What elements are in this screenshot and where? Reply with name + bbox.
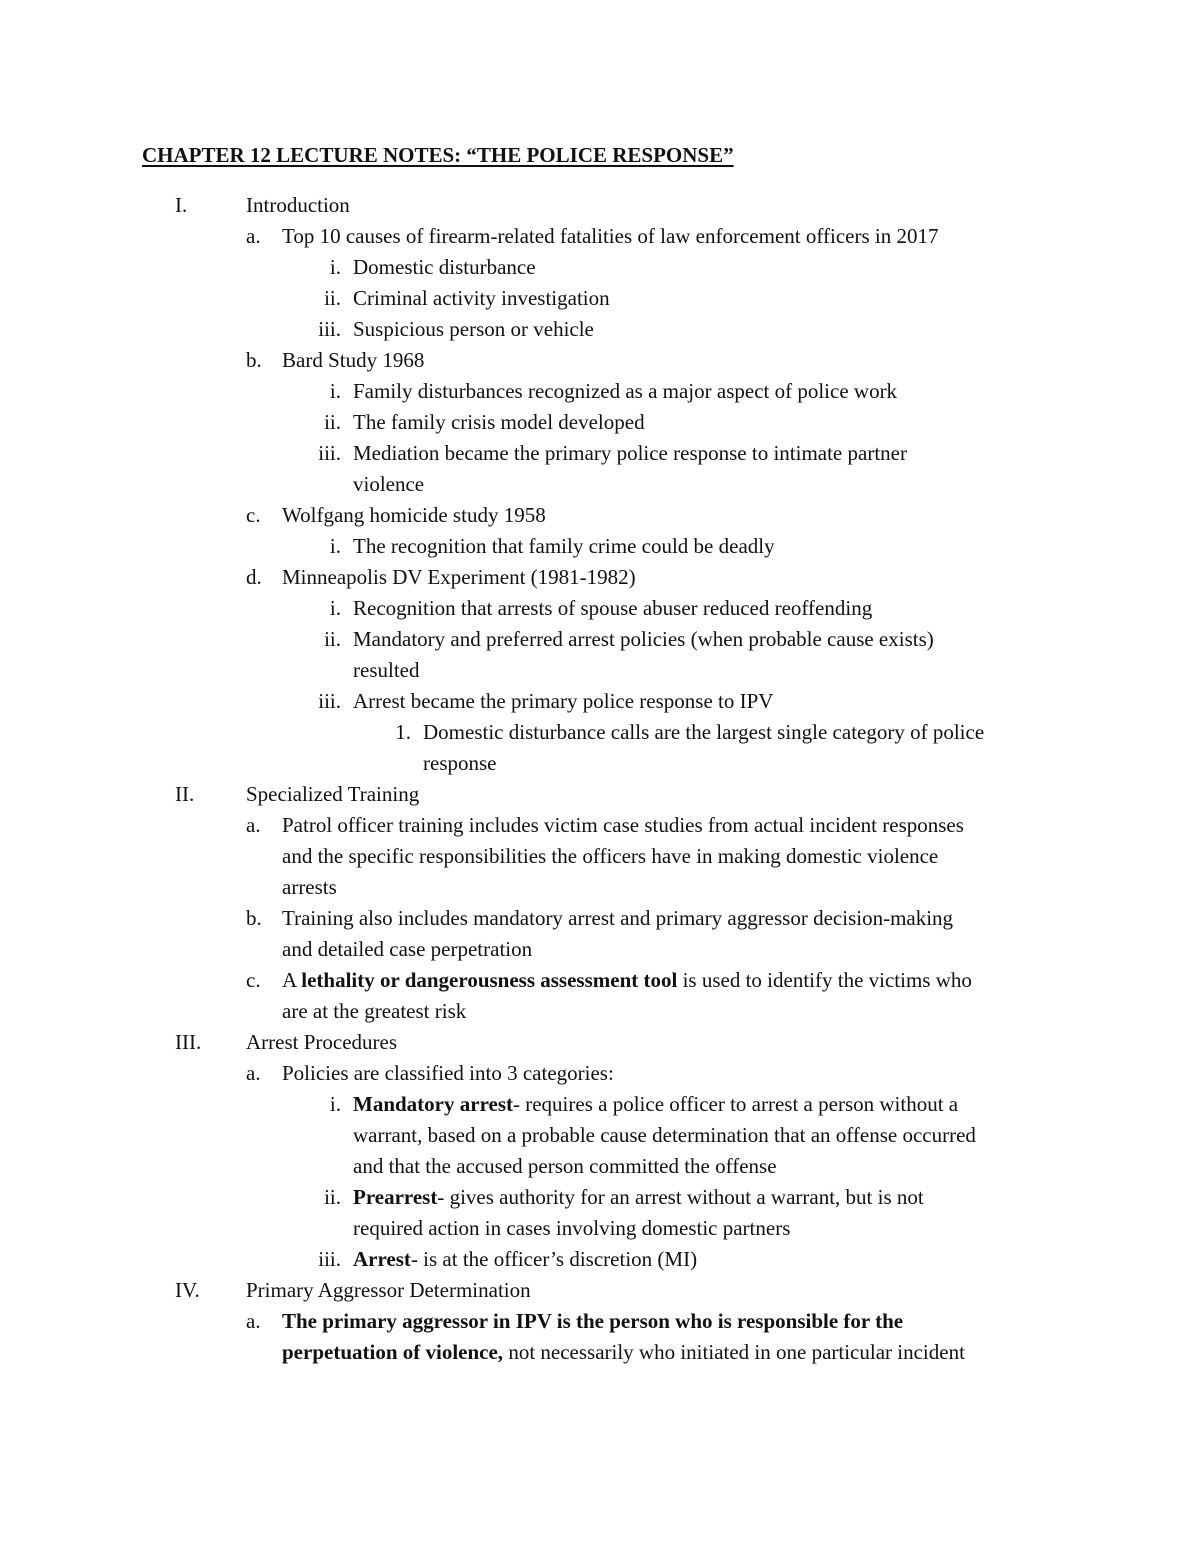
outline-text bbox=[353, 1244, 697, 1275]
outline-line bbox=[0, 314, 1200, 345]
outline-line bbox=[0, 996, 1200, 1027]
outline-text bbox=[282, 500, 546, 531]
outline-marker: c. bbox=[246, 503, 261, 527]
bold-term: Prearrest bbox=[353, 1185, 438, 1209]
outline-marker: a. bbox=[246, 224, 261, 248]
outline-marker: b. bbox=[246, 906, 262, 930]
outline-text bbox=[353, 655, 419, 686]
text-run: - gives authority for an arrest without a warrant, but is not bbox=[437, 1185, 924, 1209]
outline-text bbox=[353, 314, 594, 345]
outline-marker: ii. bbox=[324, 627, 341, 651]
text-run: Domestic disturbance calls are the largest single category of police bbox=[423, 720, 985, 744]
outline-text bbox=[353, 438, 907, 469]
text-run: and the specific responsibilities the officers have in making domestic violence bbox=[282, 844, 939, 868]
text-run: response bbox=[423, 751, 497, 775]
outline-text bbox=[282, 903, 953, 934]
outline-marker: a. bbox=[246, 813, 261, 837]
outline-marker: I. bbox=[175, 193, 188, 217]
text-run: Policies are classified into 3 categories: bbox=[282, 1061, 614, 1085]
outline-text bbox=[353, 531, 775, 562]
text-run: required action in cases involving domestic partners bbox=[353, 1216, 791, 1240]
text-run: A bbox=[282, 968, 302, 992]
text-run: Arrest Procedures bbox=[246, 1030, 398, 1054]
outline-text bbox=[353, 686, 773, 717]
outline-text bbox=[246, 1027, 397, 1058]
outline-text bbox=[353, 252, 536, 283]
text-run: Patrol officer training includes victim case studies from actual incident responses bbox=[282, 813, 964, 837]
outline-line bbox=[0, 810, 1200, 841]
outline-line bbox=[0, 934, 1200, 965]
outline-line bbox=[0, 252, 1200, 283]
outline-text bbox=[353, 469, 424, 500]
outline-line bbox=[0, 841, 1200, 872]
text-run: - requires a police officer to arrest a person without a bbox=[513, 1092, 959, 1116]
outline-text bbox=[353, 376, 897, 407]
bold-term: lethality or dangerousness assessment tool bbox=[301, 968, 678, 992]
outline-text bbox=[246, 190, 350, 221]
outline-text bbox=[282, 1058, 614, 1089]
outline-text bbox=[282, 221, 938, 252]
text-run: and detailed case perpetration bbox=[282, 937, 533, 961]
text-run: warrant, based on a probable cause determination that an offense occurred bbox=[353, 1123, 976, 1147]
outline-line bbox=[0, 1213, 1200, 1244]
outline-line bbox=[0, 1244, 1200, 1275]
outline-marker: i. bbox=[329, 534, 341, 558]
text-run: Mediation became the primary police response to intimate partner bbox=[353, 441, 907, 465]
outline-text bbox=[282, 1337, 965, 1368]
bold-term: perpetuation of violence, bbox=[282, 1340, 504, 1364]
outline-marker: iii. bbox=[318, 317, 341, 341]
outline-text bbox=[282, 1306, 903, 1337]
outline-line bbox=[0, 562, 1200, 593]
outline-marker: ii. bbox=[324, 286, 341, 310]
outline-marker: i. bbox=[329, 1092, 341, 1116]
outline-text bbox=[246, 779, 419, 810]
outline-line bbox=[0, 500, 1200, 531]
outline-text bbox=[282, 872, 337, 903]
outline-text bbox=[282, 934, 532, 965]
text-run: arrests bbox=[282, 875, 337, 899]
outline-marker: b. bbox=[246, 348, 262, 372]
outline-line bbox=[0, 872, 1200, 903]
outline-marker: a. bbox=[246, 1061, 261, 1085]
outline-marker: iii. bbox=[318, 1247, 341, 1271]
text-run: Minneapolis DV Experiment (1981-1982) bbox=[282, 565, 636, 589]
lecture-outline bbox=[0, 190, 1200, 1368]
outline-line bbox=[0, 345, 1200, 376]
outline-line bbox=[0, 190, 1200, 221]
text-run: not necessarily who initiated in one particular incident bbox=[503, 1340, 965, 1364]
outline-text bbox=[353, 1213, 790, 1244]
outline-line bbox=[0, 903, 1200, 934]
outline-line bbox=[0, 1151, 1200, 1182]
text-run: and that the accused person committed the offense bbox=[353, 1154, 777, 1178]
outline-text bbox=[353, 283, 610, 314]
outline-line bbox=[0, 1306, 1200, 1337]
outline-line bbox=[0, 407, 1200, 438]
text-run: Specialized Training bbox=[246, 782, 420, 806]
outline-line bbox=[0, 624, 1200, 655]
outline-line bbox=[0, 469, 1200, 500]
text-run: Arrest became the primary police response to IPV bbox=[353, 689, 774, 713]
bold-term: The primary aggressor in IPV is the person who is responsible for the bbox=[282, 1309, 904, 1333]
outline-line bbox=[0, 221, 1200, 252]
text-run: Criminal activity investigation bbox=[353, 286, 610, 310]
outline-text bbox=[423, 717, 984, 748]
outline-text bbox=[282, 562, 636, 593]
outline-line bbox=[0, 376, 1200, 407]
text-run: The recognition that family crime could be deadly bbox=[353, 534, 775, 558]
text-run: Introduction bbox=[246, 193, 350, 217]
outline-line bbox=[0, 1027, 1200, 1058]
outline-text bbox=[282, 810, 964, 841]
outline-marker: 1. bbox=[395, 720, 411, 744]
outline-line bbox=[0, 965, 1200, 996]
outline-marker: IV. bbox=[175, 1278, 200, 1302]
outline-marker: ii. bbox=[324, 1185, 341, 1209]
text-run: Family disturbances recognized as a major aspect of police work bbox=[353, 379, 898, 403]
outline-text bbox=[353, 624, 934, 655]
outline-line bbox=[0, 1058, 1200, 1089]
text-run: The family crisis model developed bbox=[353, 410, 645, 434]
outline-line bbox=[0, 655, 1200, 686]
outline-marker: c. bbox=[246, 968, 261, 992]
outline-marker: i. bbox=[329, 379, 341, 403]
outline-line bbox=[0, 531, 1200, 562]
text-run: Primary Aggressor Determination bbox=[246, 1278, 531, 1302]
outline-text bbox=[282, 345, 424, 376]
text-run: are at the greatest risk bbox=[282, 999, 467, 1023]
text-run: Top 10 causes of firearm-related fatalities of law enforcement officers in 2017 bbox=[282, 224, 939, 248]
outline-text bbox=[353, 407, 645, 438]
outline-text bbox=[353, 1182, 924, 1213]
outline-marker: II. bbox=[175, 782, 195, 806]
outline-marker: iii. bbox=[318, 689, 341, 713]
text-run: Suspicious person or vehicle bbox=[353, 317, 594, 341]
bold-term: Arrest bbox=[353, 1247, 411, 1271]
outline-text bbox=[353, 593, 872, 624]
outline-text bbox=[353, 1089, 958, 1120]
outline-line bbox=[0, 1337, 1200, 1368]
outline-text bbox=[282, 965, 972, 996]
outline-line bbox=[0, 1089, 1200, 1120]
text-run: is used to identify the victims who bbox=[677, 968, 972, 992]
page-title: CHAPTER 12 LECTURE NOTES: “THE POLICE RESPONSE” bbox=[142, 143, 734, 167]
outline-marker: d. bbox=[246, 565, 262, 589]
outline-text bbox=[282, 996, 466, 1027]
outline-line bbox=[0, 593, 1200, 624]
outline-marker: III. bbox=[175, 1030, 202, 1054]
outline-text bbox=[423, 748, 496, 779]
outline-text bbox=[353, 1120, 976, 1151]
outline-marker: i. bbox=[329, 255, 341, 279]
bold-term: Mandatory arrest bbox=[353, 1092, 513, 1116]
text-run: Training also includes mandatory arrest and primary aggressor decision-making bbox=[282, 906, 954, 930]
outline-line bbox=[0, 1275, 1200, 1306]
outline-text bbox=[282, 841, 938, 872]
outline-marker: a. bbox=[246, 1309, 261, 1333]
outline-line bbox=[0, 1120, 1200, 1151]
outline-marker: iii. bbox=[318, 441, 341, 465]
outline-line bbox=[0, 438, 1200, 469]
outline-line bbox=[0, 686, 1200, 717]
outline-text bbox=[246, 1275, 531, 1306]
outline-line bbox=[0, 748, 1200, 779]
text-run: Recognition that arrests of spouse abuser reduced reoffending bbox=[353, 596, 873, 620]
outline-line bbox=[0, 717, 1200, 748]
text-run: violence bbox=[353, 472, 425, 496]
text-run: - is at the officer’s discretion (MI) bbox=[410, 1247, 698, 1271]
outline-marker: i. bbox=[329, 596, 341, 620]
text-run: Wolfgang homicide study 1958 bbox=[282, 503, 546, 527]
text-run: Bard Study 1968 bbox=[282, 348, 425, 372]
text-run: Domestic disturbance bbox=[353, 255, 536, 279]
outline-line bbox=[0, 283, 1200, 314]
text-run: resulted bbox=[353, 658, 420, 682]
outline-marker: ii. bbox=[324, 410, 341, 434]
text-run: Mandatory and preferred arrest policies (when probable cause exists) bbox=[353, 627, 934, 651]
outline-line bbox=[0, 779, 1200, 810]
outline-line bbox=[0, 1182, 1200, 1213]
outline-text bbox=[353, 1151, 777, 1182]
